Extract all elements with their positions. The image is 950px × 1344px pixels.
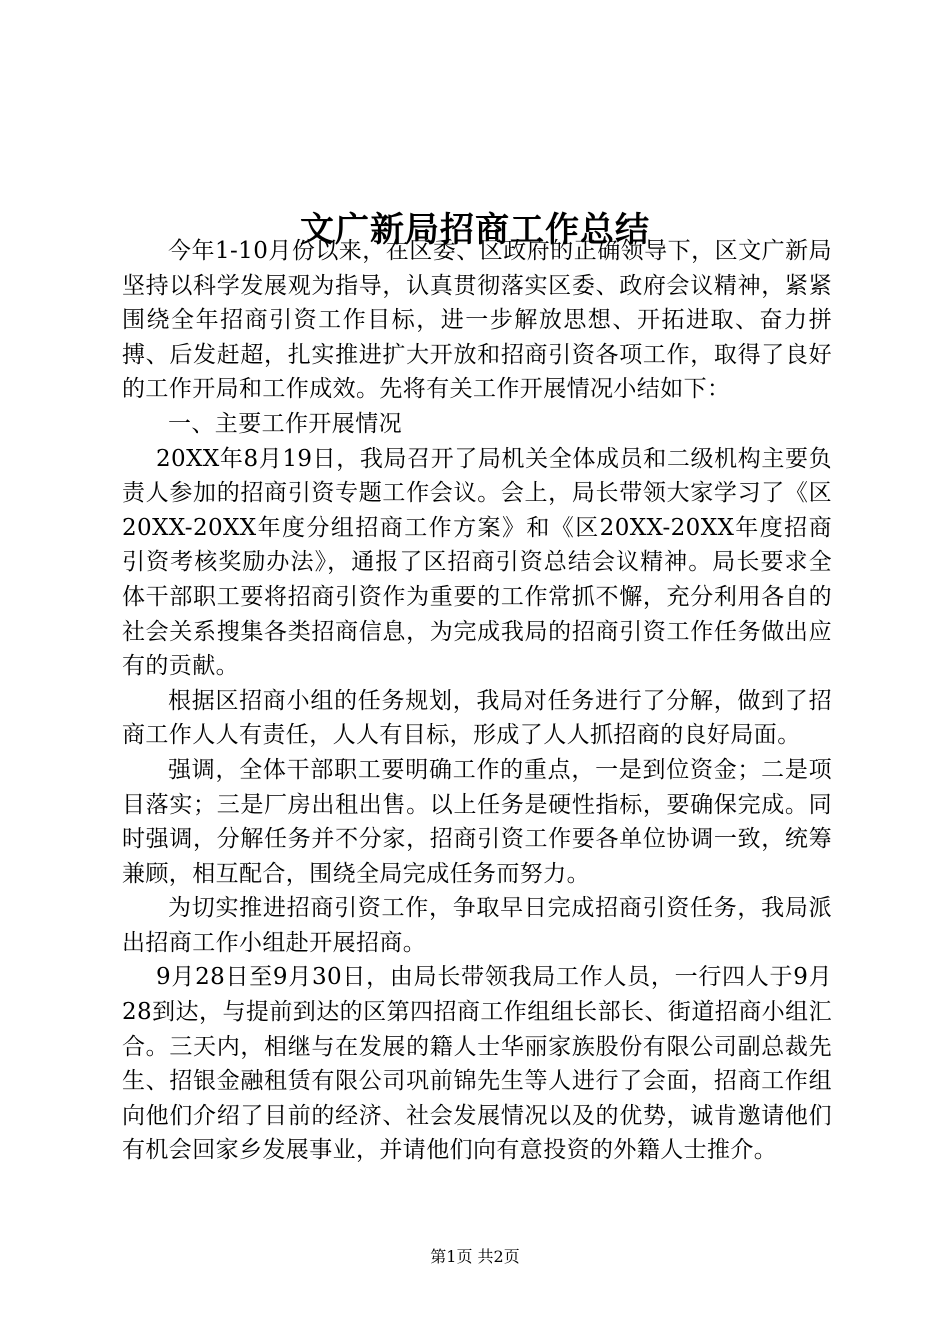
paragraph-team-dispatch: 为切实推进招商引资工作，争取早日完成招商引资任务，我局派出招商工作小组赴开展招商。: [122, 895, 832, 956]
document-body: [122, 234, 832, 1168]
paragraph-emphasis: 强调，全体干部职工要明确工作的重点，一是到位资金；二是项目落实；三是厂房出租出售。以上任务是硬性指标，要确保完成。同时强调，分解任务并不分家，招商引资工作要各单位协调一致，统筹兼顾，相互配合，围绕全局完成任务而努力。: [122, 756, 832, 887]
paragraph-visit: 9月28日至9月30日，由局长带领我局工作人员，一行四人于9月28到达，与提前到达的区第四招商工作组组长部长、街道招商小组汇合。三天内，相继与在发展的籍人士华丽家族股份有限公司副总裁先生、招银金融租赁有限公司巩前锦先生等人进行了会面，招商工作组向他们介绍了目前的经济、社会发展情况以及的优势，诚肯邀请他们有机会回家乡发展事业，并请他们向有意投资的外籍人士推介。: [122, 964, 832, 1164]
page-number-footer: 第1页 共2页: [430, 1247, 520, 1266]
paragraph-intro: 今年1-10月份以来，在区委、区政府的正确领导下，区文广新局坚持以科学发展观为指导，认真贯彻落实区委、政府会议精神，紧紧围绕全年招商引资工作目标，进一步解放思想、开拓进取、奋力拼搏、后发赶超，扎实推进扩大开放和招商引资各项工作，取得了良好的工作开局和工作成效。先将有关工作开展情况小结如下：: [122, 238, 832, 403]
paragraph-task-split: 根据区招商小组的任务规划，我局对任务进行了分解，做到了招商工作人人有责任，人人有目标，形成了人人抓招商的良好局面。: [122, 687, 832, 749]
paragraph-meeting: 20XX年8月19日，我局召开了局机关全体成员和二级机构主要负责人参加的招商引资专题工作会议。会上，局长带领大家学习了《区20XX-20XX年度分组招商工作方案》和《区20XX-20XX年度招商引资考核奖励办法》，通报了区招商引资总结会议精神。局长要求全体干部职工要将招商引资作为重要的工作常抓不懈，充分利用各自的社会关系搜集各类招商信息，为完成我局的招商引资工作任务做出应有的贡献。: [122, 445, 832, 680]
document-title: 文广新局招商工作总结: [300, 209, 650, 250]
section-heading: 一、主要工作开展情况: [168, 410, 402, 437]
